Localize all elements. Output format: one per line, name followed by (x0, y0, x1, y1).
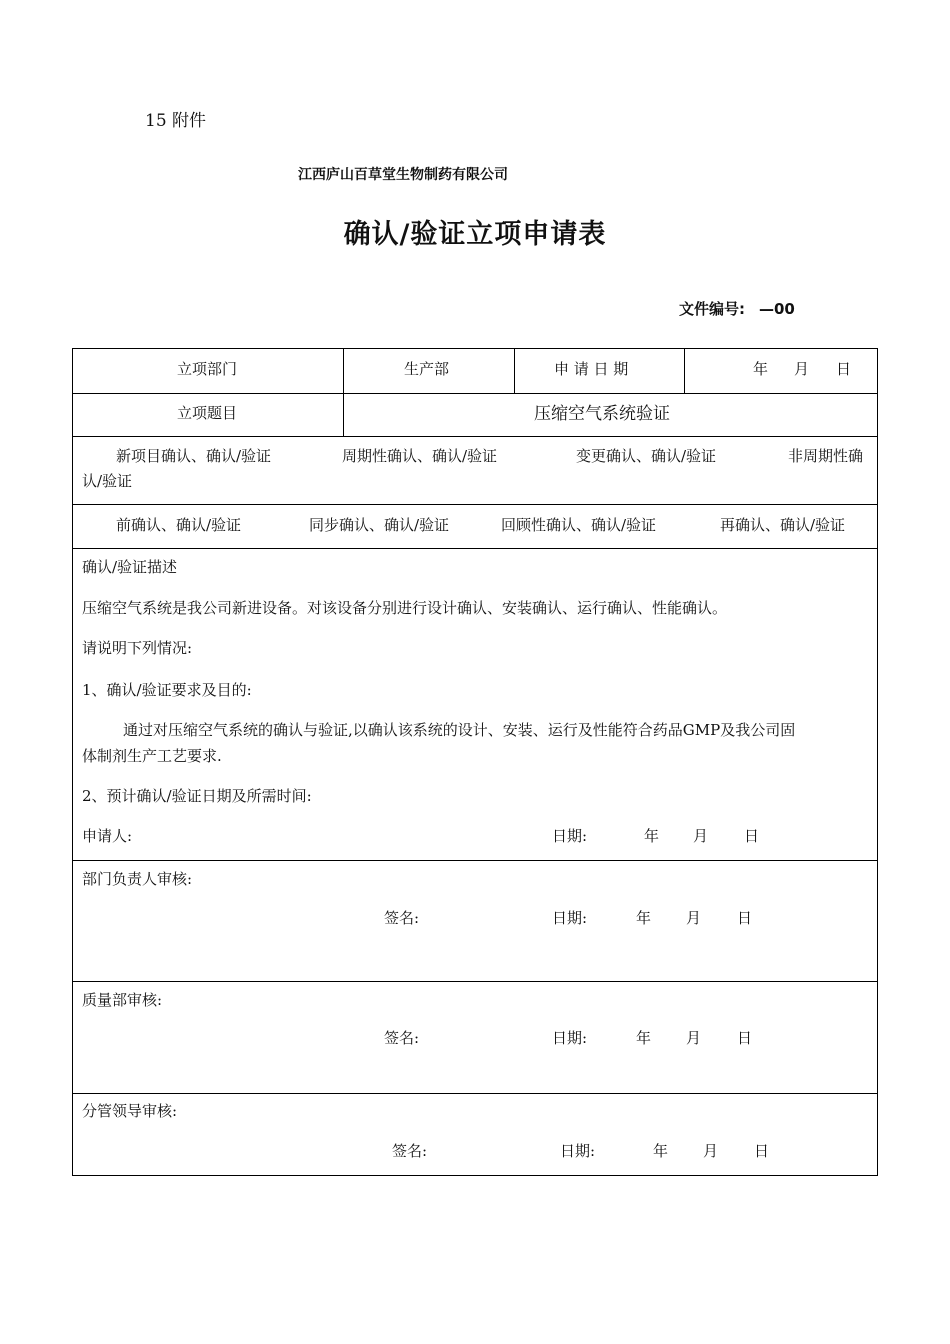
apply-date-year: 年 (753, 360, 769, 378)
column-divider (514, 349, 515, 394)
row-divider (73, 504, 877, 505)
row-divider (73, 436, 877, 437)
apply-date-day: 日 (836, 360, 852, 378)
subject-value: 压缩空气系统验证 (534, 404, 670, 424)
form-title: 确认/验证立项申请表 (343, 219, 607, 250)
option-retrospective: 回顾性确认、确认/验证 (501, 516, 657, 534)
approval-qa-day: 日 (737, 1029, 753, 1047)
option-new-project: 新项目确认、确认/验证 (116, 447, 272, 465)
desc-item1: 1、确认/验证要求及目的: (82, 681, 252, 699)
option-periodic: 周期性确认、确认/验证 (342, 447, 498, 465)
approval-leader-sign: 签名: (392, 1142, 428, 1160)
attachment-label: 15 附件 (145, 111, 207, 131)
document-number (679, 298, 795, 319)
approval-qa-date: 日期: (552, 1029, 588, 1047)
column-divider (343, 349, 344, 437)
approval-leader-date: 日期: (560, 1142, 596, 1160)
approval-qa-year: 年 (636, 1029, 652, 1047)
approval-dept-sign: 签名: (384, 909, 420, 927)
row-divider (73, 860, 877, 861)
apply-date-label: 申 请 日 期 (554, 360, 629, 378)
option-nonperiodic-cont: 认/验证 (82, 472, 133, 490)
approval-dept-title: 部门负责人审核: (82, 870, 193, 888)
approval-qa-month: 月 (686, 1029, 702, 1047)
applicant-date-month: 月 (693, 827, 709, 845)
row-divider (73, 393, 877, 394)
option-change: 变更确认、确认/验证 (576, 447, 717, 465)
applicant-date-year: 年 (644, 827, 660, 845)
approval-qa-sign: 签名: (384, 1029, 420, 1047)
approval-leader-day: 日 (754, 1142, 770, 1160)
approval-leader-month: 月 (703, 1142, 719, 1160)
desc-item1-text-cont: 体制剂生产工艺要求. (82, 747, 222, 765)
desc-item2: 2、预计确认/验证日期及所需时间: (82, 787, 312, 805)
approval-leader-year: 年 (653, 1142, 669, 1160)
option-revalidation: 再确认、确认/验证 (720, 516, 846, 534)
approval-leader-title: 分管领导审核: (82, 1102, 178, 1120)
row-divider (73, 981, 877, 982)
desc-prompt: 请说明下列情况: (82, 639, 193, 657)
applicant-label: 申请人: (82, 827, 133, 845)
approval-dept-year: 年 (636, 909, 652, 927)
approval-dept-date: 日期: (552, 909, 588, 927)
row-divider (73, 1093, 877, 1094)
application-form (72, 348, 878, 1176)
option-prospective: 前确认、确认/验证 (116, 516, 242, 534)
option-nonperiodic: 非周期性确 (788, 447, 864, 465)
desc-item1-text: 通过对压缩空气系统的确认与验证,以确认该系统的设计、安装、运行及性能符合药品GMP及我公司固 (123, 721, 796, 739)
desc-heading: 确认/验证描述 (82, 558, 178, 576)
approval-dept-day: 日 (737, 909, 753, 927)
desc-line: 压缩空气系统是我公司新进设备。对该设备分别进行设计确认、安装确认、运行确认、性能确认。 (82, 599, 728, 617)
applicant-date-day: 日 (744, 827, 760, 845)
doc-no-value: —00 (759, 300, 795, 318)
approval-dept-month: 月 (686, 909, 702, 927)
applicant-date-label: 日期: (552, 827, 588, 845)
option-concurrent: 同步确认、确认/验证 (309, 516, 450, 534)
apply-date-month: 月 (794, 360, 810, 378)
doc-no-label: 文件编号: (679, 300, 745, 318)
approval-qa-title: 质量部审核: (82, 991, 163, 1009)
dept-value: 生产部 (404, 360, 450, 378)
row-divider (73, 548, 877, 549)
subject-label: 立项题目 (177, 404, 238, 422)
column-divider (684, 349, 685, 394)
dept-label: 立项部门 (177, 360, 238, 378)
company-name: 江西庐山百草堂生物制药有限公司 (298, 167, 508, 183)
